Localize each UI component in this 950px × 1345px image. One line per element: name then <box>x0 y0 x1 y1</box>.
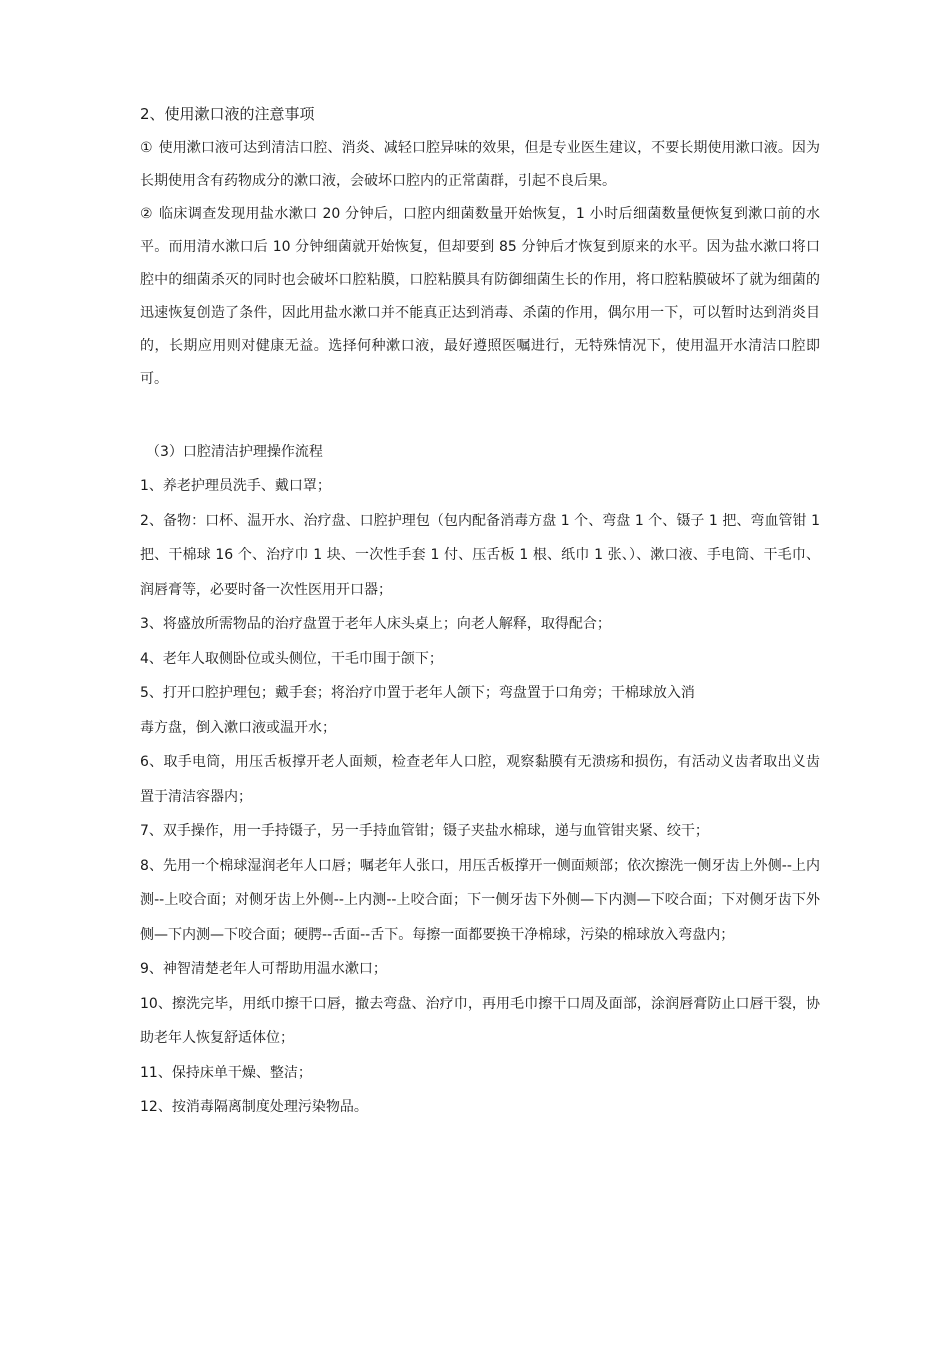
precaution-item-text: 临床调查发现用盐水漱口 20 分钟后，口腔内细菌数量开始恢复，1 小时后细菌数量便恢复到漱口前的水平。而用清水漱口后 10 分钟细菌就开始恢复，但却要到 85 分钟后才恢复到原来的水平。因为盐水漱口将口腔中的细菌杀灭的同时也会破坏口腔粘膜，口腔粘膜具有防御细菌生长的作用，将口腔粘膜破坏了就为细菌的迅速恢复创造了条件，因此用盐水漱口并不能真正达到消毒、杀菌的作用，偶尔用一下，可以暂时达到消炎目的，长期应用则对健康无益。选择何种漱口液，最好遵照医嘱进行，无特殊情况下，使用温开水清洁口腔即可。 <box>140 206 820 387</box>
section-heading-oral-care-procedure: （3）口腔清洁护理操作流程 <box>146 444 323 460</box>
procedure-step-12: 12、按消毒隔离制度处理污染物品。 <box>140 1099 368 1115</box>
procedure-step-3: 3、将盛放所需物品的治疗盘置于老年人床头桌上；向老人解释，取得配合； <box>140 616 611 632</box>
procedure-step-11: 11、保持床单干燥、整洁； <box>140 1064 312 1081</box>
procedure-step-2: 2、备物：口杯、温开水、治疗盘、口腔护理包（包内配备消毒方盘 1 个、弯盘 1 个、镊子 1 把、弯血管钳 1 把、干棉球 16 个、治疗巾 1 块、一次性手套 1 付、压舌板 1 根、纸巾 1 张、）、漱口液、手电筒、干毛巾、润唇膏等，必要时备一次性医用开口器； <box>140 512 820 598</box>
procedure-step-1: 1、养老护理员洗手、戴口罩； <box>140 478 331 494</box>
item-marker: ② <box>140 206 153 222</box>
procedure-step-7: 7、双手操作，用一手持镊子，另一手持血管钳；镊子夹盐水棉球，递与血管钳夹紧、绞干； <box>140 823 709 839</box>
precaution-item-2 <box>140 198 820 396</box>
procedure-step-9: 9、神智清楚老年人可帮助用温水漱口； <box>140 961 387 977</box>
procedure-step-4: 4、老年人取侧卧位或头侧位，干毛巾围于颌下； <box>140 650 443 667</box>
procedure-step-5: 5、打开口腔护理包；戴手套；将治疗巾置于老年人颌下；弯盘置于口角旁；干棉球放入消 <box>140 685 695 701</box>
procedure-step-6: 6、取手电筒，用压舌板撑开老人面颊，检查老年人口腔，观察黏膜有无溃疡和损伤，有活动义齿者取出义齿置于清洁容器内； <box>140 754 820 805</box>
section-heading-mouthwash-precautions: 2、使用漱口液的注意事项 <box>140 105 315 123</box>
procedure-step-8: 8、先用一个棉球湿润老年人口唇；嘱老年人张口，用压舌板撑开一侧面颊部；依次擦洗一侧牙齿上外侧--上内测--上咬合面；对侧牙齿上外侧--上内测--上咬合面；下一侧牙齿下外侧—下内测—下咬合面；下对侧牙齿下外侧—下内测—下咬合面；硬腭--舌面--舌下。每擦一面都要换干净棉球，污染的棉球放入弯盘内； <box>140 857 820 943</box>
precaution-item-text: 使用漱口液可达到清洁口腔、消炎、减轻口腔异味的效果，但是专业医生建议，不要长期使用漱口液。因为长期使用含有药物成分的漱口液，会破坏口腔内的正常菌群，引起不良后果。 <box>140 140 820 189</box>
precaution-item-1 <box>140 132 820 198</box>
document-body <box>140 96 820 1125</box>
item-marker: ① <box>140 140 153 156</box>
procedure-step-10: 10、擦洗完毕，用纸巾擦干口唇，撤去弯盘、治疗巾，再用毛巾擦干口周及面部，涂润唇膏防止口唇干裂，协助老年人恢复舒适体位； <box>140 995 820 1046</box>
section-spacer <box>140 396 820 435</box>
procedure-step-5-continued: 毒方盘，倒入漱口液或温开水； <box>140 719 336 736</box>
